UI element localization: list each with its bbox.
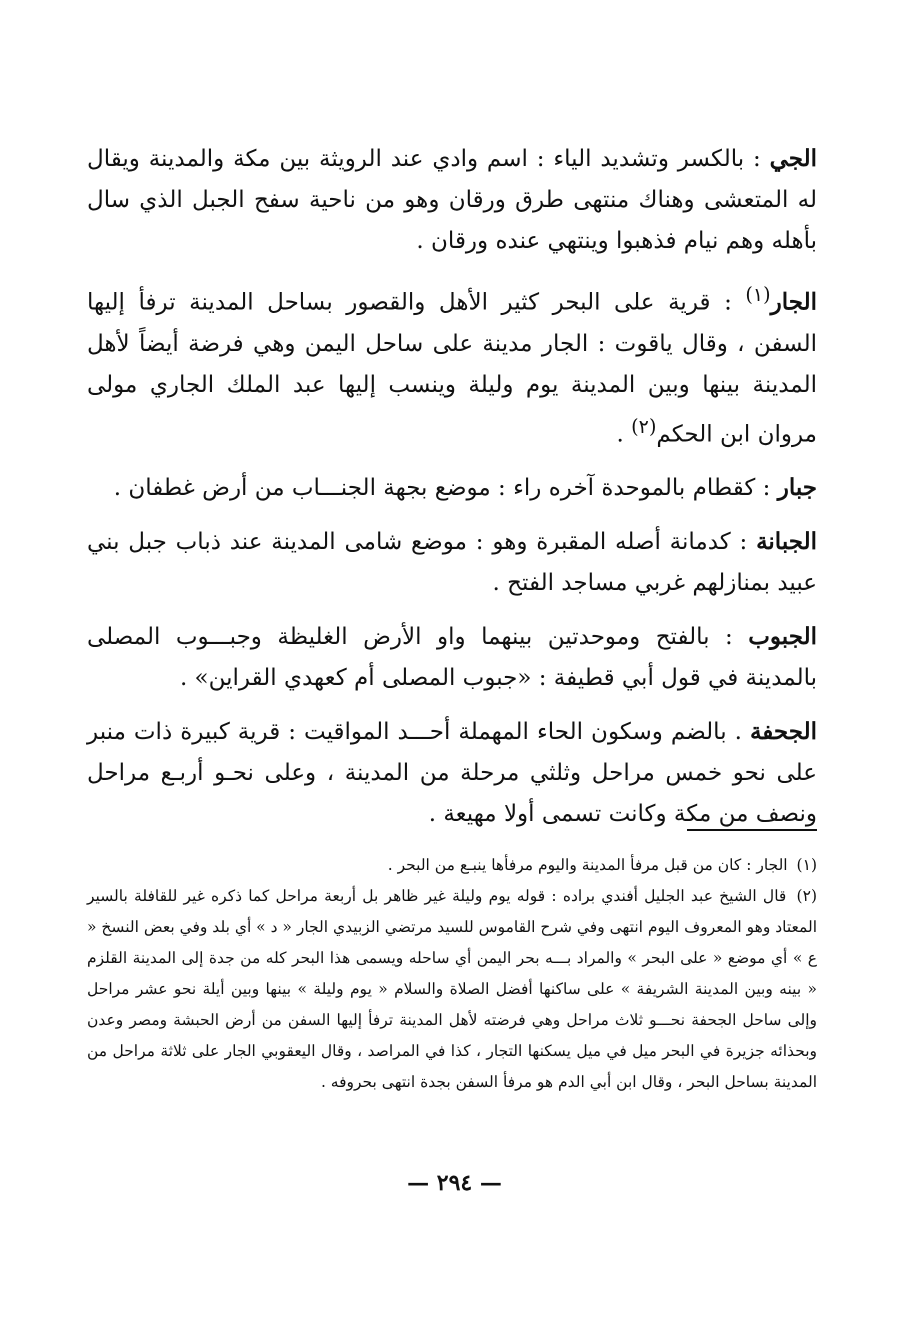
entry-al-jar	[87, 274, 817, 455]
entry-body: : كدمانة أصله المقبرة وهو : موضع شامى المدينة عند ذباب جبل بني عبيد بمنازلهم غربي مساجد الفتح .	[87, 529, 817, 597]
footnote-2	[87, 881, 817, 1098]
footnote-1	[87, 850, 817, 881]
footnote-text: الجار : كان من قبل مرفأ المدينة واليوم مرفأها ينبـع من البحر .	[387, 856, 788, 874]
footnote-number: (١)	[796, 856, 817, 874]
entry-headword: الجار	[770, 288, 818, 316]
footnote-number: (٢)	[796, 887, 817, 905]
entry-body: . بالضم وسكون الحاء المهملة أحـــد المواقيت : قرية كبيرة ذات منبر على نحو خمس مراحل وثلثي مرحلة من المدينة ، وعلى نحـو أربـع مراحل ونصف من مكة وكانت تسمى أولا مهيعة .	[87, 719, 817, 828]
footnote-separator	[687, 829, 817, 831]
footnote-marker: (١)	[745, 283, 771, 306]
entry-body: : قرية على البحر كثير الأهل والقصور بساحل المدينة ترفأ إليها السفن ، وقال ياقوت : الجار مدينة على ساحل اليمن وهي فرضة أيضاً لأهل المدينة بينها وبين المدينة يوم وليلة وينسب إليها عبد الملك الجاري مولى مروان ابن الحكم	[87, 289, 817, 448]
entry-al-juhfa	[87, 711, 817, 835]
footnotes	[87, 850, 817, 1098]
entry-al-jubub	[87, 616, 817, 699]
entry-headword: الجبوب	[748, 623, 817, 651]
entry-headword: جبار	[777, 474, 817, 502]
entry-body: : كقطام بالموحدة آخره راء : موضع بجهة الجنـــاب من أرض غطفان .	[113, 475, 771, 502]
entry-body: : بالفتح وموحدتين بينهما واو الأرض الغليظة وجبـــوب المصلى بالمدينة في قول أبي قطيفة : «جبوب المصلى أم كعهدي القراين» .	[87, 624, 817, 692]
entry-headword: الجي	[769, 145, 817, 172]
entry-tail: .	[616, 421, 624, 448]
entry-headword: الجحفة	[749, 718, 818, 746]
page-number: — ٢٩٤ —	[407, 1170, 502, 1196]
entry-al-jiyy	[87, 138, 817, 262]
main-text	[87, 138, 817, 847]
entry-jabbar	[87, 467, 817, 509]
entry-al-jabbana	[87, 521, 817, 604]
entry-body: : بالكسر وتشديد الياء : اسم وادي عند الرويثة بين مكة والمدينة ويقال له المتعشى وهناك منتهى طرق ورقان وهو من ناحية سفح الجبل الذي سال بأهله وهم نيام فذهبوا وينتهي عنده ورقان .	[87, 146, 817, 254]
entry-headword: الجبانة	[756, 528, 818, 556]
footnote-marker: (٢)	[631, 414, 657, 438]
footnote-text: قال الشيخ عبد الجليل أفندي براده : قوله يوم وليلة غير ظاهر بل أربعة مراحل كما ذكره غير للقافلة بالسير المعتاد وهو المعروف اليوم انتهى وفي شرح القاموس للسيد مرتضي الزبيدي الجار « د » أي بلد وفي بعض النسخ « ع » أي موضع « على البحر » والمراد بـــه بحر اليمن أي ساحله ويسمى هذا البحر كله من جدة إلى المدينة القلزم « بينه وبين المدينة الشريفة » على ساكنها أفضل الصلاة والسلام « يوم وليلة » بينها وبين أيلة نحو عشر مراحل وإلى ساحل الجحفة نحـــو ثلاث مراحل وهي فرضته لأهل المدينة ترفأ إليها السفن من أرض الحبشة ومصر وعدن وبحذائه جزيرة في البحر ميل في ميل يسكنها التجار ، كذا في المراصد ، وقال اليعقوبي الجار على ثلاثة مراحل من المدينة بساحل البحر ، وقال ابن أبي الدم هو مرفأ السفن بجدة انتهى بحروفه .	[86, 887, 817, 1091]
